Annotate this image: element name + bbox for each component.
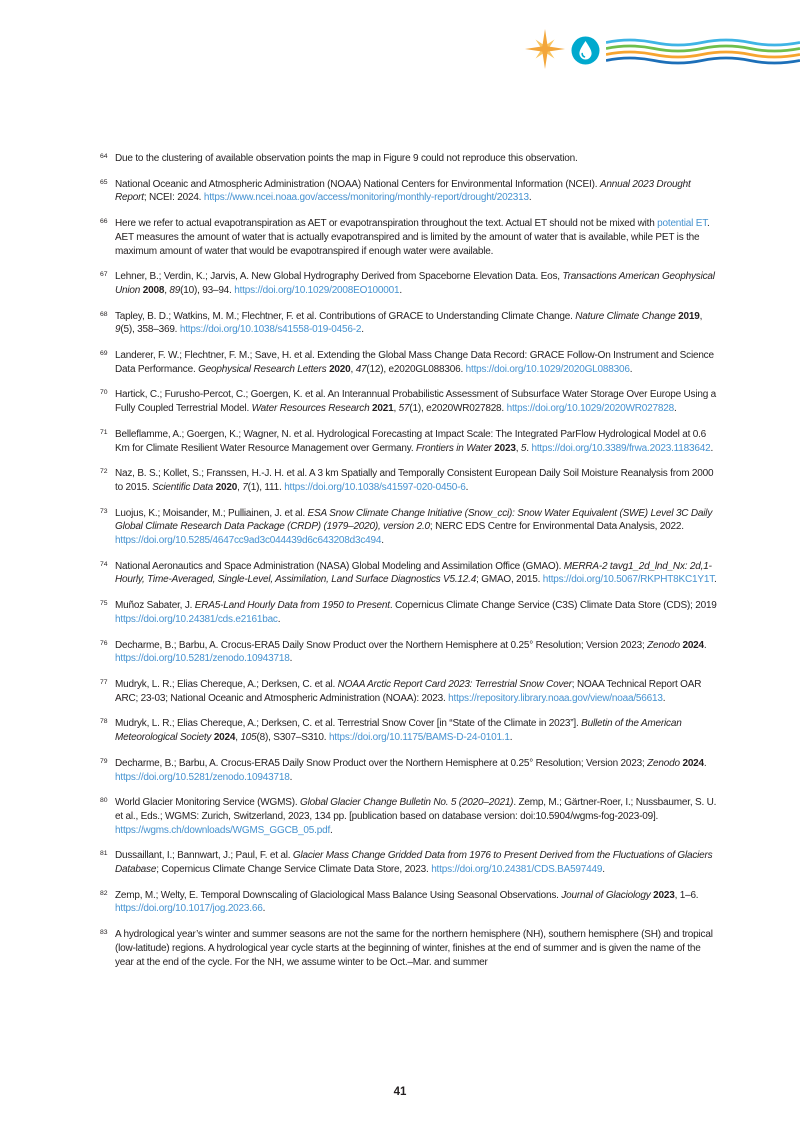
footnote-item [100, 270, 718, 297]
footnote-text-segment: ESA Snow Climate Change Initiative (Snow_cci): Snow Water Equivalent (SWE) Level 3C Daily Global Climate Research Data Package (CRDP) (1979–2020), version 2.0 [115, 507, 713, 533]
footnote-number: 75 [100, 600, 108, 608]
footnote-item [100, 428, 718, 455]
footnote-text-segment: , [350, 363, 356, 375]
footnote-text-segment: . [289, 771, 293, 783]
footnote-text-segment: . [289, 653, 293, 665]
footnote-text-segment: World Glacier Monitoring Service (WGMS). [115, 797, 300, 809]
footnote-text [115, 429, 713, 454]
footnote-text-segment: 2008 [142, 284, 165, 296]
footnote-text-segment: National Aeronautics and Space Administration (NASA) Global Modeling and Assimilation Office (GMAO). [115, 560, 564, 572]
footnote-item [100, 757, 718, 784]
footnote-text-segment: . [602, 864, 605, 876]
footnote-number: 78 [100, 718, 108, 726]
footnote-text-segment: Zenodo [647, 639, 680, 651]
page-number: 41 [393, 1086, 407, 1098]
footnote-number: 83 [100, 929, 108, 937]
footnote-text-segment: . [662, 692, 666, 704]
footnote-text-segment: 57 [398, 403, 410, 415]
footnote-item [100, 849, 718, 876]
footnote-text [115, 350, 714, 375]
footnote-link[interactable]: https://doi.org/10.1029/2020GL088306 [465, 363, 630, 375]
footnote-text-segment: (8), S307–S310. [256, 732, 329, 744]
footnote-text-segment: ERA5-Land Hourly Data from 1950 to Present [194, 600, 390, 612]
footnote-text-segment: Water Resources Research [251, 403, 370, 415]
footnote-text-segment: . Copernicus Climate Change Service (C3S) Climate Data Store (CDS); 2019 [389, 600, 717, 612]
footnote-text-segment: 47 [355, 363, 367, 375]
footnote-text-segment: (1), 111. [247, 481, 285, 493]
footnote-text-segment: A hydrological year’s winter and summer seasons are not the same for the northern hemisphere (NH), southern hemisphere (SH) and tropical (low-latitude) regions. A hydrological year cycle starts at the beginning of winter, finishes at the end of summer and is given the name of the year at the end of the cycle. For the NH, we assume winter to be Oct.–Mar. and summer [115, 929, 713, 968]
footnote-text-segment: . [465, 481, 469, 493]
footnote-text [115, 561, 717, 586]
footnote-text-segment: . [330, 824, 333, 836]
footnote-text-segment: Scientific Data [152, 481, 214, 493]
water-drop-icon [571, 36, 600, 65]
footnote-text-segment: (12), e2020GL088306. [366, 363, 466, 375]
footnote-text-segment: Muñoz Sabater, J. [115, 600, 195, 612]
footnote-number: 64 [100, 153, 108, 160]
footnote-text-segment: Tapley, B. D.; Watkins, M. M.; Flechtner, F. et al. Contributions of GRACE to Understanding Climate Change. [115, 310, 576, 322]
footnote-text-segment: . [629, 363, 633, 375]
footnote-item [100, 388, 718, 415]
footnote-text-segment: 5 [520, 442, 527, 454]
footnote-text-segment: Geophysical Research Letters [198, 363, 327, 375]
footnote-text-segment: 2019 [678, 310, 700, 322]
footnote-text-segment: 2020 [329, 363, 351, 375]
wave-stripes-graphic [606, 38, 800, 65]
footnote-item [100, 560, 718, 587]
footnote-text-segment: , 1–6. [674, 889, 699, 901]
footnote-link[interactable]: https://doi.org/10.1029/2008EO100001 [234, 284, 400, 296]
footnote-text-segment: Mudryk, L. R.; Elias Chereque, A.; Derksen, C. et al. Terrestrial Snow Cover [in “State of the Climate in 2023”]. [115, 718, 582, 730]
footnote-text-segment: . [361, 324, 364, 336]
footnote-number: 76 [100, 639, 108, 647]
footnote-text-segment: . [714, 574, 717, 586]
footnote-text [115, 311, 702, 336]
footnote-text-segment: , [164, 284, 170, 296]
footnote-number: 66 [100, 218, 108, 226]
footnote-text-segment: Zenodo [647, 757, 680, 769]
footnote-link[interactable]: https://doi.org/10.5067/RKPHT8KC1Y1T [542, 574, 715, 586]
footnote-text-segment: Bulletin of the American Meteorological Society [115, 718, 682, 744]
footnote-text [115, 179, 691, 204]
footnote-text-segment: , [393, 403, 399, 415]
footnote-text-segment: ; GMAO, 2015. [476, 574, 543, 586]
footnote-text-segment: Global Glacier Change Bulletin No. 5 (2020–2021) [300, 797, 514, 809]
footnote-text-segment: 2024 [682, 639, 704, 651]
footnote-text-segment: . [526, 442, 532, 454]
footnote-text-segment: Zemp, M.; Welty, E. Temporal Downscaling of Glaciological Mass Balance Using Seasonal Observations. [115, 889, 562, 901]
footnote-link[interactable]: https://doi.org/10.1175/BAMS-D-24-0101.1 [328, 732, 510, 744]
footnote-number: 65 [100, 178, 108, 186]
footnote-text-segment: Belleflamme, A.; Goergen, K.; Wagner, N. et al. Hydrological Forecasting at Impact Scale: The Integrated ParFlow Hydrological Model at 0.6 Km for Climate Resilient Water Resource Management over Germany. [115, 428, 707, 454]
footnote-number: 81 [100, 850, 108, 858]
footnote-text-segment: National Oceanic and Atmospheric Administration (NOAA) National Centers for Environmental Information (NCEI). [115, 178, 600, 190]
footnote-number: 71 [100, 428, 108, 436]
footnote-text [115, 679, 701, 704]
footnote-link[interactable]: https://doi.org/10.1038/s41558-019-0456-2 [179, 324, 362, 336]
footnote-link[interactable]: https://doi.org/10.1017/jog.2023.66 [115, 903, 263, 915]
footnote-item [100, 928, 718, 969]
footnote-link[interactable]: potential ET [657, 218, 707, 230]
footnote-number: 77 [100, 678, 108, 686]
footnote-link[interactable]: https://doi.org/10.5281/zenodo.10943718 [115, 771, 290, 783]
footnote-text-segment: . Zemp, M.; Gärtner-Roer, I.; Nussbaumer, S. U. et al., Eds.; WGMS: Zurich, Switzerland, 2023, 134 pp. [publication based on database version: doi:10.5904/wgms-fog-2023-09]. [115, 797, 717, 822]
footnote-text-segment: 2023 [494, 442, 516, 454]
footnote-text-segment: . [673, 403, 677, 415]
footnote-link[interactable]: https://doi.org/10.24381/CDS.BA597449 [431, 864, 603, 876]
footnote-text-segment: 2020 [215, 481, 238, 493]
footnote-text-segment: ; NOAA Technical Report OAR ARC; 23-03; National Oceanic and Atmospheric Administration (NOAA): 2023. [115, 678, 702, 704]
footnote-text-segment: . [528, 192, 532, 204]
footnote-link[interactable]: https://www.ncei.noaa.gov/access/monitoring/monthly-report/drought/202313 [203, 192, 529, 204]
footnote-item [100, 178, 718, 205]
footnote-text-segment: Lehner, B.; Verdin, K.; Jarvis, A. New Global Hydrography Derived from Spaceborne Elevation Data. Eos, [115, 271, 563, 283]
footnote-text-segment: Frontiers in Water [416, 442, 492, 454]
footnote-item [100, 217, 718, 258]
report-logo [0, 0, 800, 82]
footnote-text-segment: . [277, 613, 281, 625]
footnote-text-segment: . [381, 535, 384, 547]
footnote-text-segment: 89 [169, 284, 181, 296]
footnote-link[interactable]: https://doi.org/10.5281/zenodo.10943718 [115, 653, 290, 665]
footnote-item [100, 796, 718, 837]
footnote-item [100, 717, 718, 744]
footnote-text-segment: Landerer, F. W.; Flechtner, F. M.; Save, H. et al. Extending the Global Mass Change Data Record: GRACE Follow-On Instrument and Science Data Performance. [115, 350, 714, 375]
footnote-text-segment: . [703, 757, 707, 769]
footnote-text-segment: , [515, 442, 521, 454]
footnote-number: 82 [100, 889, 108, 897]
footnote-text-segment: Hartick, C.; Furusho-Percot, C.; Goergen, K. et al. An Interannual Probabilistic Assessment of Subsurface Water Storage Over Europe Using a Fully Coupled Terrestrial Model. [115, 389, 717, 415]
footnote-text-segment: ; Copernicus Climate Change Service Climate Data Store, 2023. [156, 864, 432, 876]
footnote-number: 79 [100, 757, 108, 765]
footnote-text-segment: (10), 93–94. [180, 284, 235, 296]
footnote-text-segment: 105 [240, 732, 257, 744]
footnote-text-segment: Transactions American Geophysical Union [115, 271, 715, 296]
footnote-text [115, 153, 578, 164]
footnote-text-segment: 2023 [653, 889, 675, 901]
footnote-number: 70 [100, 389, 108, 397]
footnote-text-segment: Glacier Mass Change Gridded Data from 1976 to Present Derived from the Fluctuations of Glaciers Database [115, 850, 713, 876]
footnote-text-segment: 2024 [213, 732, 236, 744]
footnote-text-segment: Naz, B. S.; Kollet, S.; Franssen, H.-J. H. et al. A 3 km Spatially and Temporally Consistent European Daily Soil Moisture Reanalysis from 2000 to 2015. [115, 468, 714, 493]
footnote-number: 80 [100, 797, 108, 805]
footnote-text [115, 389, 716, 414]
footnote-text-segment: Mudryk, L. R.; Elias Chereque, A.; Derksen, C. et al. [115, 678, 338, 690]
footnote-text [115, 640, 707, 665]
footnote-item [100, 599, 718, 626]
footnote-text [115, 797, 716, 835]
footnote-item [100, 507, 718, 548]
footnotes-list [100, 152, 718, 981]
footnote-item [100, 889, 718, 916]
footnote-number: 69 [100, 350, 108, 358]
footnote-text-segment: (1), e2020WR027828. [409, 403, 507, 415]
footnote-text-segment: Nature Climate Change [575, 310, 676, 322]
footnote-text-segment: ; NERC EDS Centre for Environmental Data Analysis, 2022. [429, 521, 684, 533]
footnote-text-segment: Due to the clustering of available observation points the map in Figure 9 could not reproduce this observation. [115, 153, 578, 164]
footnote-link[interactable]: https://doi.org/10.24381/cds.e2161bac [115, 613, 278, 625]
footnote-text [115, 508, 712, 546]
footnote-text-segment: 7 [242, 481, 248, 493]
footnote-text-segment: 2024 [682, 757, 704, 769]
footnote-text-segment: , [237, 481, 243, 493]
footnote-text [115, 218, 710, 256]
footnote-text-segment: MERRA-2 tavg1_2d_lnd_Nx: 2d,1-Hourly, Time-Averaged, Single-Level, Assimilation, Land Surface Diagnostics V5.12.4 [115, 560, 712, 586]
footnote-text-segment: , [699, 310, 703, 322]
footnote-item [100, 639, 718, 666]
footnote-link[interactable]: https://repository.library.noaa.gov/view/noaa/56613 [448, 692, 663, 704]
footnote-link[interactable]: https://doi.org/10.3389/frwa.2023.1183642 [531, 442, 711, 454]
footnote-text-segment: Dussaillant, I.; Bannwart, J.; Paul, F. et al. [115, 850, 293, 862]
compass-star-icon [524, 28, 566, 70]
footnote-text-segment: . [262, 903, 266, 915]
footnote-item [100, 310, 718, 337]
footnote-text-segment: . [399, 284, 402, 296]
footnote-number: 68 [100, 310, 108, 318]
footnote-text [115, 468, 713, 493]
footnote-text [115, 890, 698, 915]
footnote-text-segment: Journal of Glaciology [561, 889, 651, 901]
footnote-text [115, 929, 713, 967]
footnote-number: 72 [100, 468, 108, 476]
footnote-link[interactable]: https://doi.org/10.1038/s41597-020-0450-6 [284, 481, 466, 493]
footnote-text-segment: Decharme, B.; Barbu, A. Crocus-ERA5 Daily Snow Product over the Northern Hemisphere at 0.25° Resolution; Version 2023; [115, 639, 648, 651]
footnote-link[interactable]: https://doi.org/10.1029/2020WR027828 [506, 403, 674, 415]
footnote-text-segment: ; NCEI: 2024. [143, 192, 204, 204]
footnote-text-segment: Decharme, B.; Barbu, A. Crocus-ERA5 Daily Snow Product over the Northern Hemisphere at 0.25° Resolution; Version 2023; [115, 757, 648, 769]
footnote-text-segment: 9 [115, 324, 121, 336]
footnote-item [100, 152, 718, 166]
footnote-text-segment: Here we refer to actual evapotranspiration as AET or evapotranspiration throughout the text. Actual ET should not be mixed with [115, 218, 658, 230]
footnote-item [100, 467, 718, 494]
footnote-text [115, 271, 715, 296]
footnote-text-segment: Luojus, K.; Moisander, M.; Pulliainen, J. et al. [115, 507, 308, 519]
footnote-link[interactable]: https://wgms.ch/downloads/WGMS_GGCB_05.pdf [115, 824, 331, 836]
footnote-text [115, 600, 717, 625]
footnote-text [115, 718, 682, 743]
footnote-text-segment: , [235, 732, 241, 744]
footnote-text-segment: . [509, 732, 513, 744]
footnote-text-segment: . AET measures the amount of water that is actually evapotranspired and is limited by the amount of water that is available, while PET is the maximum amount of water that would be evapotranspired if enough water were available. [115, 218, 710, 257]
footnote-text-segment: 2021 [372, 403, 394, 415]
footnote-text-segment: . [703, 639, 707, 651]
footnote-number: 73 [100, 507, 108, 515]
footnote-text-segment: NOAA Arctic Report Card 2023: Terrestrial Snow Cover [337, 678, 572, 690]
footnote-text-segment: . [710, 442, 714, 454]
footnote-number: 67 [100, 271, 108, 279]
footnote-text [115, 850, 712, 875]
footnote-item [100, 678, 718, 705]
footnote-link[interactable]: https://doi.org/10.5285/4647cc9ad3c044439d6c643208d3c494 [115, 535, 382, 547]
footnote-text-segment: (5), 358–369. [120, 324, 180, 336]
footnote-item [100, 349, 718, 376]
footnote-number: 74 [100, 560, 108, 568]
footnote-text [115, 758, 707, 783]
footnote-text-segment: Annual 2023 Drought Report [115, 178, 691, 204]
